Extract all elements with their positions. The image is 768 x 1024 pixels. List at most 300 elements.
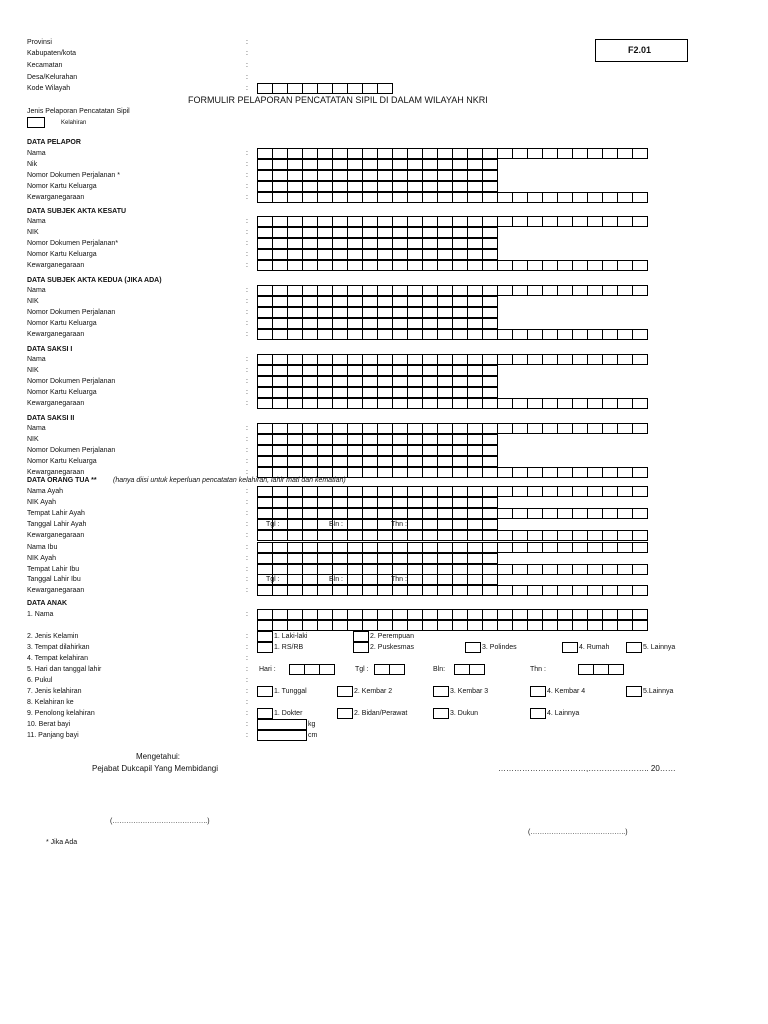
grid-cell[interactable] [347,216,363,227]
grid-cell[interactable] [527,620,543,631]
date-grid-orangtua[interactable] [257,519,498,530]
grid-cell[interactable] [257,238,273,249]
grid-cell[interactable] [287,445,303,456]
grid-cell[interactable] [482,486,498,497]
grid-cell[interactable] [407,609,423,620]
grid-cell[interactable] [632,609,648,620]
grid-cell[interactable] [347,519,363,530]
grid-cell[interactable] [602,148,618,159]
grid-cell[interactable] [437,376,453,387]
grid-cell[interactable] [542,609,558,620]
grid-cell[interactable] [587,260,603,271]
grid-cell[interactable] [437,434,453,445]
grid-cell[interactable] [377,434,393,445]
grid-cell[interactable] [572,486,588,497]
grid-cell[interactable] [482,318,498,329]
grid-cell[interactable] [437,497,453,508]
grid-cell[interactable] [317,318,333,329]
grid-cell[interactable] [437,307,453,318]
grid-cell[interactable] [632,508,648,519]
grid-cell[interactable] [572,542,588,553]
grid-cell[interactable] [392,376,408,387]
grid-cell[interactable] [617,398,633,409]
grid-cell[interactable] [578,664,594,675]
grid-cell[interactable] [377,260,393,271]
grid-cell[interactable] [467,609,483,620]
grid-cell[interactable] [422,456,438,467]
grid-cell[interactable] [512,260,528,271]
grid-cell[interactable] [452,542,468,553]
grid-cell[interactable] [377,83,393,94]
grid-cell[interactable] [557,148,573,159]
grid-cell[interactable] [467,456,483,467]
grid-cell[interactable] [467,318,483,329]
grid-cell[interactable] [572,609,588,620]
grid-cell[interactable] [452,553,468,564]
grid-cell[interactable] [287,354,303,365]
grid-cell[interactable] [317,620,333,631]
grid-cell[interactable] [557,530,573,541]
grid-cell[interactable] [272,159,288,170]
grid-cell[interactable] [542,542,558,553]
grid-cell[interactable] [572,260,588,271]
grid-cell[interactable] [407,159,423,170]
grid-cell[interactable] [302,238,318,249]
grid-cell[interactable] [497,398,513,409]
grid-cell[interactable] [437,456,453,467]
input-grid-orangtua[interactable] [257,486,648,497]
grid-cell[interactable] [557,192,573,203]
grid-cell[interactable] [287,181,303,192]
grid-cell[interactable] [437,609,453,620]
grid-cell[interactable] [572,285,588,296]
grid-cell[interactable] [287,585,303,596]
grid-cell[interactable] [287,83,303,94]
grid-cell[interactable] [257,227,273,238]
grid-cell[interactable] [422,398,438,409]
grid-cell[interactable] [392,609,408,620]
grid-cell[interactable] [407,307,423,318]
input-grid-pelapor[interactable] [257,159,498,170]
grid-cell[interactable] [302,508,318,519]
grid-cell[interactable] [302,329,318,340]
grid-cell[interactable] [257,553,273,564]
grid-cell[interactable] [362,387,378,398]
grid-cell[interactable] [272,83,288,94]
grid-cell[interactable] [319,664,335,675]
grid-cell[interactable] [257,542,273,553]
grid-cell[interactable] [347,307,363,318]
grid-cell[interactable] [347,398,363,409]
grid-cell[interactable] [527,148,543,159]
grid-cell[interactable] [317,445,333,456]
grid-cell[interactable] [377,497,393,508]
grid-cell[interactable] [347,445,363,456]
grid-cell[interactable] [557,260,573,271]
grid-cell[interactable] [257,609,273,620]
grid-cell[interactable] [452,285,468,296]
grid-cell[interactable] [632,192,648,203]
grid-cell[interactable] [392,216,408,227]
grid-cell[interactable] [482,249,498,260]
grid-cell[interactable] [587,530,603,541]
grid-cell[interactable] [617,148,633,159]
grid-cell[interactable] [467,181,483,192]
grid-cell[interactable] [377,387,393,398]
grid-cell[interactable] [332,227,348,238]
grid-cell[interactable] [257,285,273,296]
grid-cell[interactable] [362,456,378,467]
grid-cell[interactable] [422,376,438,387]
grid-cell[interactable] [482,423,498,434]
grid-cell[interactable] [377,181,393,192]
grid-cell[interactable] [272,497,288,508]
grid-cell[interactable] [602,530,618,541]
grid-cell[interactable] [362,542,378,553]
grid-cell[interactable] [392,148,408,159]
grid-cell[interactable] [257,497,273,508]
grid-cell[interactable] [422,159,438,170]
grid-cell[interactable] [587,542,603,553]
grid-cell[interactable] [542,398,558,409]
grid-cell[interactable] [272,329,288,340]
grid-cell[interactable] [407,249,423,260]
grid-cell[interactable] [452,387,468,398]
grid-cell[interactable] [302,365,318,376]
grid-cell[interactable] [617,620,633,631]
grid-cell[interactable] [272,260,288,271]
grid-cell[interactable] [407,434,423,445]
grid-cell[interactable] [467,285,483,296]
grid-cell[interactable] [452,486,468,497]
grid-cell[interactable] [392,238,408,249]
grid-cell[interactable] [377,486,393,497]
grid-cell[interactable] [497,530,513,541]
grid-cell[interactable] [467,530,483,541]
grid-cell[interactable] [497,148,513,159]
grid-cell[interactable] [257,329,273,340]
grid-cell[interactable] [407,329,423,340]
grid-cell[interactable] [467,376,483,387]
input-grid-orangtua[interactable] [257,585,648,596]
grid-cell[interactable] [317,456,333,467]
grid-cell[interactable] [302,387,318,398]
grid-cell[interactable] [257,508,273,519]
grid-cell[interactable] [317,148,333,159]
grid-cell[interactable] [407,553,423,564]
grid-cell[interactable] [317,329,333,340]
grid-cell[interactable] [467,497,483,508]
grid-cell[interactable] [437,445,453,456]
grid-cell[interactable] [272,553,288,564]
grid-cell[interactable] [332,238,348,249]
grid-cell[interactable] [287,216,303,227]
grid-cell[interactable] [302,497,318,508]
grid-cell[interactable] [407,192,423,203]
grid-cell[interactable] [452,434,468,445]
grid-cell[interactable] [617,609,633,620]
grid-cell[interactable] [332,365,348,376]
grid-cell[interactable] [482,376,498,387]
grid-cell[interactable] [347,159,363,170]
input-grid-pelapor[interactable] [257,148,648,159]
grid-cell[interactable] [422,148,438,159]
grid-cell[interactable] [272,354,288,365]
grid-cell[interactable] [557,564,573,575]
grid-cell[interactable] [542,467,558,478]
grid-cell[interactable] [407,376,423,387]
grid-cell[interactable] [467,354,483,365]
grid-cell[interactable] [377,508,393,519]
grid-cell[interactable] [452,329,468,340]
grid-cell[interactable] [302,585,318,596]
grid-cell[interactable] [287,542,303,553]
grid-cell[interactable] [512,486,528,497]
grid-cell[interactable] [437,170,453,181]
grid-cell[interactable] [602,467,618,478]
grid-cell[interactable] [497,585,513,596]
grid-cell[interactable] [362,238,378,249]
grid-cell[interactable] [347,486,363,497]
grid-cell[interactable] [572,508,588,519]
grid-cell[interactable] [317,585,333,596]
grid-cell[interactable] [422,620,438,631]
grid-cell[interactable] [407,181,423,192]
grid-cell[interactable] [454,664,470,675]
grid-cell[interactable] [497,192,513,203]
grid-cell[interactable] [527,508,543,519]
grid-cell[interactable] [527,192,543,203]
grid-cell[interactable] [407,519,423,530]
grid-cell[interactable] [287,553,303,564]
grid-cell[interactable] [257,585,273,596]
grid-cell[interactable] [332,434,348,445]
grid-cell[interactable] [332,307,348,318]
grid-cell[interactable] [272,192,288,203]
grid-cell[interactable] [452,585,468,596]
grid-cell[interactable] [572,423,588,434]
grid-cell[interactable] [377,456,393,467]
opt-kembar2-checkbox[interactable] [337,686,353,697]
grid-cell[interactable] [437,387,453,398]
grid-cell[interactable] [422,585,438,596]
grid-cell[interactable] [527,486,543,497]
grid-cell[interactable] [257,456,273,467]
child-name-grid-2[interactable] [257,620,648,631]
grid-cell[interactable] [482,530,498,541]
grid-cell[interactable] [317,434,333,445]
grid-cell[interactable] [452,376,468,387]
grid-cell[interactable] [467,445,483,456]
grid-cell[interactable] [497,354,513,365]
grid-cell[interactable] [542,530,558,541]
grid-cell[interactable] [587,508,603,519]
grid-cell[interactable] [257,249,273,260]
grid-cell[interactable] [332,170,348,181]
grid-cell[interactable] [437,553,453,564]
grid-cell[interactable] [437,249,453,260]
grid-cell[interactable] [572,530,588,541]
grid-cell[interactable] [527,564,543,575]
grid-cell[interactable] [632,486,648,497]
grid-cell[interactable] [602,609,618,620]
grid-cell[interactable] [302,170,318,181]
grid-cell[interactable] [422,508,438,519]
input-grid-subjek2[interactable] [257,296,498,307]
grid-cell[interactable] [602,423,618,434]
grid-cell[interactable] [347,542,363,553]
grid-cell[interactable] [467,574,483,585]
grid-cell[interactable] [332,486,348,497]
grid-cell[interactable] [362,181,378,192]
grid-cell[interactable] [362,159,378,170]
grid-cell[interactable] [542,620,558,631]
grid-cell[interactable] [257,530,273,541]
grid-cell[interactable] [482,148,498,159]
grid-cell[interactable] [332,376,348,387]
grid-cell[interactable] [377,329,393,340]
grid-cell[interactable] [602,398,618,409]
grid-cell[interactable] [617,530,633,541]
grid-cell[interactable] [392,329,408,340]
grid-cell[interactable] [362,227,378,238]
grid-cell[interactable] [332,398,348,409]
grid-cell[interactable] [377,530,393,541]
grid-cell[interactable] [289,664,305,675]
grid-cell[interactable] [287,423,303,434]
input-grid-pelapor[interactable] [257,181,498,192]
grid-cell[interactable] [557,467,573,478]
grid-cell[interactable] [467,159,483,170]
grid-cell[interactable] [302,285,318,296]
grid-cell[interactable] [407,574,423,585]
grid-cell[interactable] [452,423,468,434]
grid-cell[interactable] [467,519,483,530]
grid-cell[interactable] [347,354,363,365]
grid-cell[interactable] [362,553,378,564]
input-grid-orangtua[interactable] [257,542,648,553]
grid-cell[interactable] [392,354,408,365]
grid-cell[interactable] [302,542,318,553]
grid-cell[interactable] [482,354,498,365]
grid-cell[interactable] [422,553,438,564]
grid-cell[interactable] [422,354,438,365]
grid-cell[interactable] [392,170,408,181]
grid-cell[interactable] [437,318,453,329]
grid-cell[interactable] [617,192,633,203]
grid-cell[interactable] [452,398,468,409]
grid-cell[interactable] [587,609,603,620]
grid-cell[interactable] [392,365,408,376]
grid-cell[interactable] [377,445,393,456]
grid-cell[interactable] [452,519,468,530]
opt-rumah-checkbox[interactable] [562,642,578,653]
grid-cell[interactable] [452,159,468,170]
grid-cell[interactable] [317,249,333,260]
grid-cell[interactable] [287,238,303,249]
grid-cell[interactable] [362,423,378,434]
grid-cell[interactable] [317,423,333,434]
grid-cell[interactable] [572,216,588,227]
grid-cell[interactable] [287,170,303,181]
grid-cell[interactable] [482,329,498,340]
grid-cell[interactable] [587,192,603,203]
grid-cell[interactable] [272,423,288,434]
grid-cell[interactable] [347,467,363,478]
bln-grid[interactable] [454,664,485,675]
grid-cell[interactable] [332,148,348,159]
grid-cell[interactable] [347,260,363,271]
grid-cell[interactable] [302,181,318,192]
grid-cell[interactable] [482,192,498,203]
grid-cell[interactable] [347,148,363,159]
grid-cell[interactable] [617,423,633,434]
grid-cell[interactable] [302,609,318,620]
grid-cell[interactable] [392,387,408,398]
grid-cell[interactable] [632,564,648,575]
grid-cell[interactable] [482,508,498,519]
grid-cell[interactable] [392,307,408,318]
grid-cell[interactable] [287,486,303,497]
grid-cell[interactable] [482,387,498,398]
grid-cell[interactable] [362,296,378,307]
opt-dukun-checkbox[interactable] [433,708,449,719]
tgl-grid[interactable] [374,664,405,675]
grid-cell[interactable] [587,329,603,340]
grid-cell[interactable] [602,542,618,553]
grid-cell[interactable] [317,296,333,307]
grid-cell[interactable] [632,620,648,631]
grid-cell[interactable] [497,508,513,519]
grid-cell[interactable] [482,445,498,456]
grid-cell[interactable] [257,486,273,497]
grid-cell[interactable] [347,249,363,260]
grid-cell[interactable] [542,192,558,203]
grid-cell[interactable] [467,296,483,307]
grid-cell[interactable] [587,585,603,596]
grid-cell[interactable] [362,307,378,318]
grid-cell[interactable] [332,542,348,553]
grid-cell[interactable] [437,354,453,365]
grid-cell[interactable] [497,620,513,631]
grid-cell[interactable] [257,398,273,409]
grid-cell[interactable] [437,148,453,159]
grid-cell[interactable] [392,508,408,519]
grid-cell[interactable] [317,83,333,94]
grid-cell[interactable] [272,508,288,519]
grid-cell[interactable] [347,83,363,94]
grid-cell[interactable] [422,519,438,530]
grid-cell[interactable] [557,486,573,497]
grid-cell[interactable] [377,609,393,620]
grid-cell[interactable] [362,216,378,227]
input-grid-subjek1[interactable] [257,227,498,238]
grid-cell[interactable] [527,423,543,434]
grid-cell[interactable] [302,192,318,203]
grid-cell[interactable] [287,260,303,271]
grid-cell[interactable] [377,170,393,181]
grid-cell[interactable] [332,329,348,340]
grid-cell[interactable] [392,530,408,541]
grid-cell[interactable] [332,620,348,631]
grid-cell[interactable] [287,530,303,541]
grid-cell[interactable] [467,434,483,445]
grid-cell[interactable] [407,170,423,181]
grid-cell[interactable] [407,585,423,596]
grid-cell[interactable] [572,329,588,340]
grid-cell[interactable] [377,238,393,249]
grid-cell[interactable] [437,238,453,249]
